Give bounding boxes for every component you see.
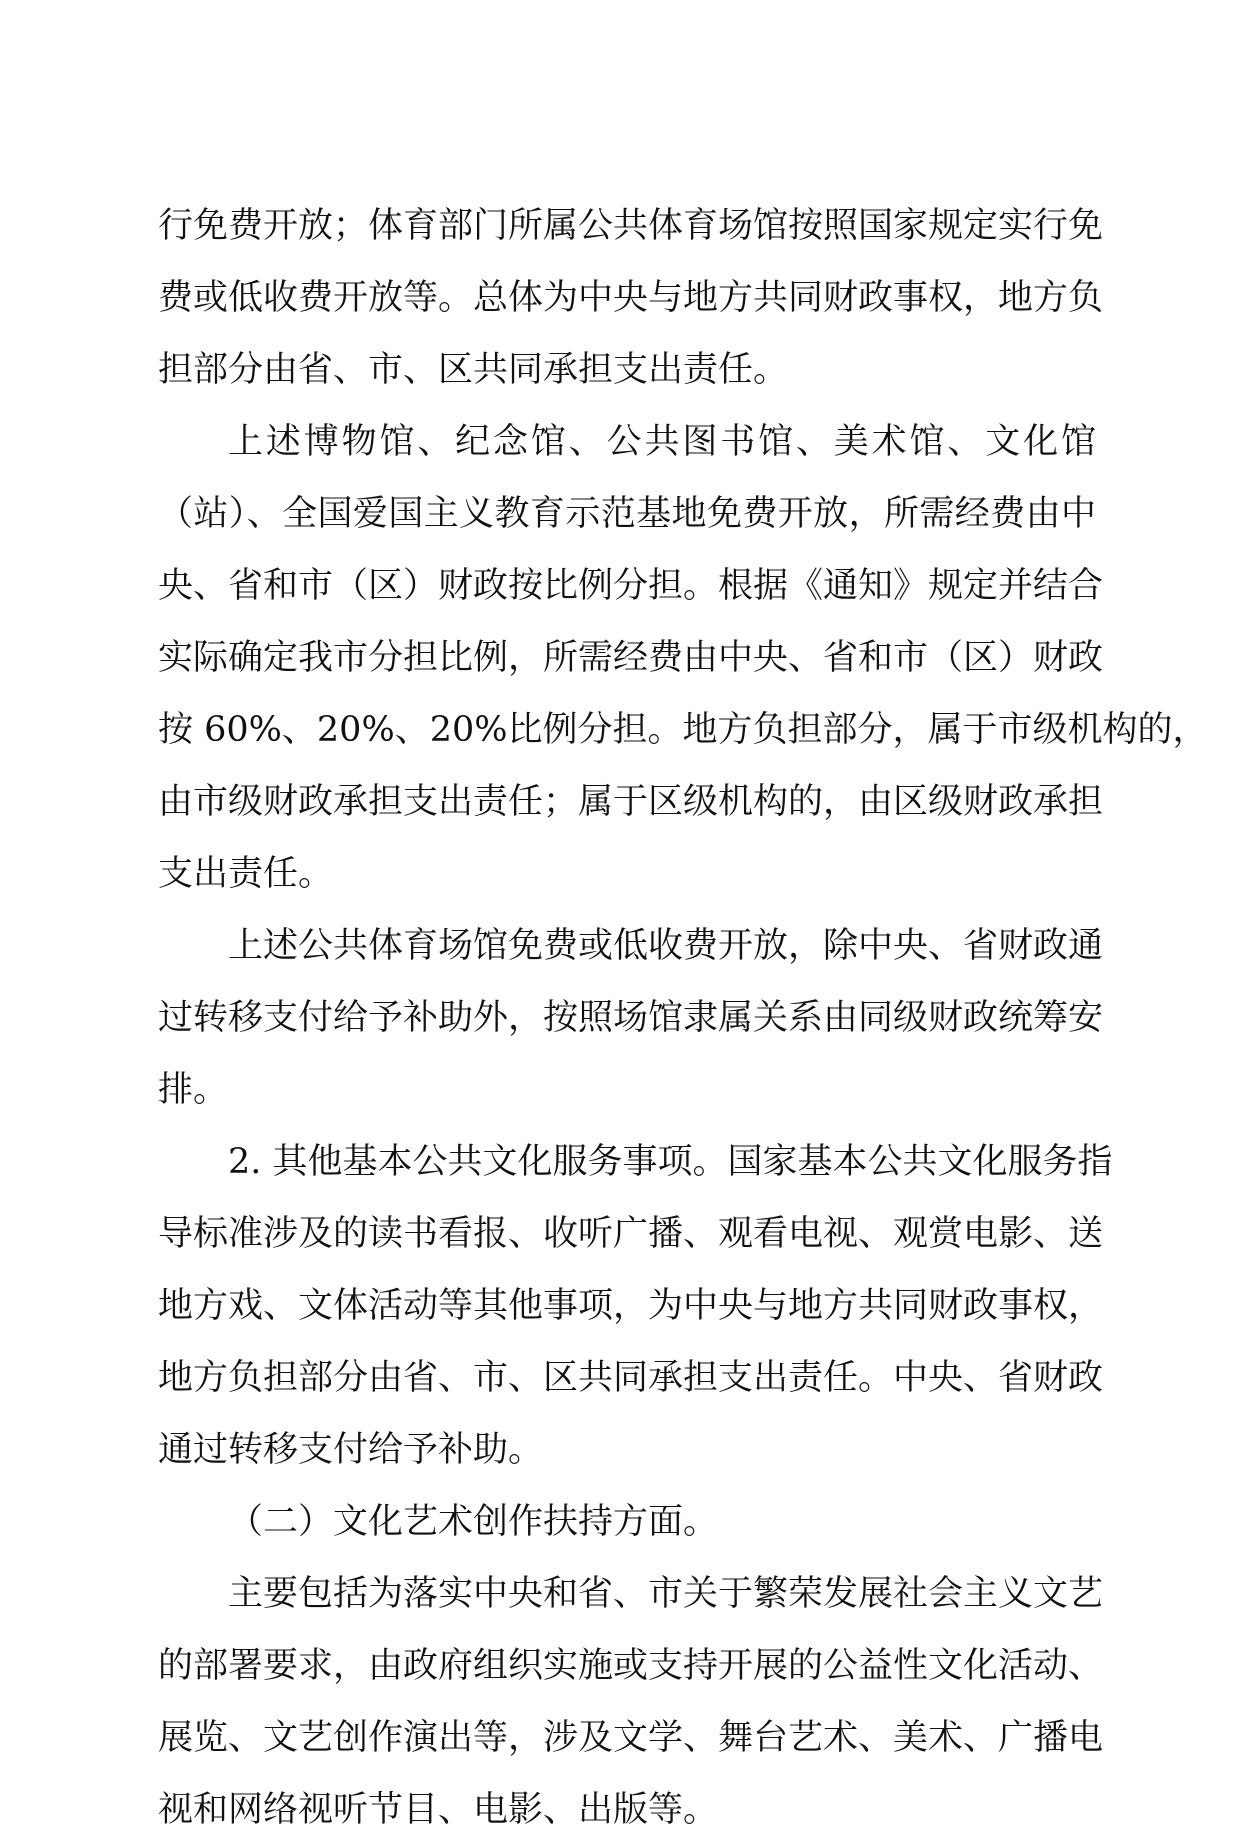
paragraph-2-line-6: 由市级财政承担支出责任；属于区级机构的，由区级财政承担 — [158, 782, 1104, 822]
paragraph-2-line-7: 支出责任。 — [158, 854, 334, 894]
paragraph-6-line-3: 展览、文艺创作演出等，涉及文学、舞台艺术、美术、广播电 — [158, 1718, 1104, 1758]
paragraph-3-line-3: 排。 — [158, 1070, 229, 1110]
section-heading: （二）文化艺术创作扶持方面。 — [228, 1502, 719, 1542]
paragraph-4-line-1: 2. 其他基本公共文化服务事项。国家基本公共文化服务指 — [228, 1142, 1113, 1182]
paragraph-4-line-4: 地方负担部分由省、市、区共同承担支出责任。中央、省财政 — [158, 1358, 1104, 1398]
paragraph-1-line-2: 费或低收费开放等。总体为中央与地方共同财政事权，地方负 — [158, 278, 1104, 318]
paragraph-3-line-2: 过转移支付给予补助外，按照场馆隶属关系由同级财政统筹安 — [158, 998, 1104, 1038]
paragraph-6-line-4: 视和网络视听节目、电影、出版等。 — [158, 1790, 719, 1830]
document-body — [158, 190, 1208, 1846]
paragraph-4-line-2: 导标准涉及的读书看报、收听广播、观看电视、观赏电影、送 — [158, 1214, 1104, 1254]
paragraph-3-line-1: 上述公共体育场馆免费或低收费开放，除中央、省财政通 — [228, 926, 1104, 966]
paragraph-4-line-5: 通过转移支付给予补助。 — [158, 1430, 544, 1470]
paragraph-6-line-1: 主要包括为落实中央和省、市关于繁荣发展社会主义文艺 — [228, 1574, 1104, 1614]
paragraph-2-line-5: 按 60%、20%、20%比例分担。地方负担部分，属于市级机构的， — [158, 710, 1208, 750]
paragraph-2-line-3: 央、省和市（区）财政按比例分担。根据《通知》规定并结合 — [158, 566, 1104, 606]
paragraph-2-line-2: （站）、全国爱国主义教育示范基地免费开放，所需经费由中 — [158, 494, 1096, 534]
paragraph-2-line-1: 上述博物馆、纪念馆、公共图书馆、美术馆、文化馆 — [228, 422, 1096, 462]
paragraph-2-line-4: 实际确定我市分担比例，所需经费由中央、省和市（区）财政 — [158, 638, 1104, 678]
paragraph-1-line-1: 行免费开放；体育部门所属公共体育场馆按照国家规定实行免 — [158, 206, 1104, 246]
paragraph-1-line-3: 担部分由省、市、区共同承担支出责任。 — [158, 350, 789, 390]
paragraph-6-line-2: 的部署要求，由政府组织实施或支持开展的公益性文化活动、 — [158, 1646, 1104, 1686]
paragraph-4-line-3: 地方戏、文体活动等其他事项，为中央与地方共同财政事权， — [158, 1286, 1104, 1326]
